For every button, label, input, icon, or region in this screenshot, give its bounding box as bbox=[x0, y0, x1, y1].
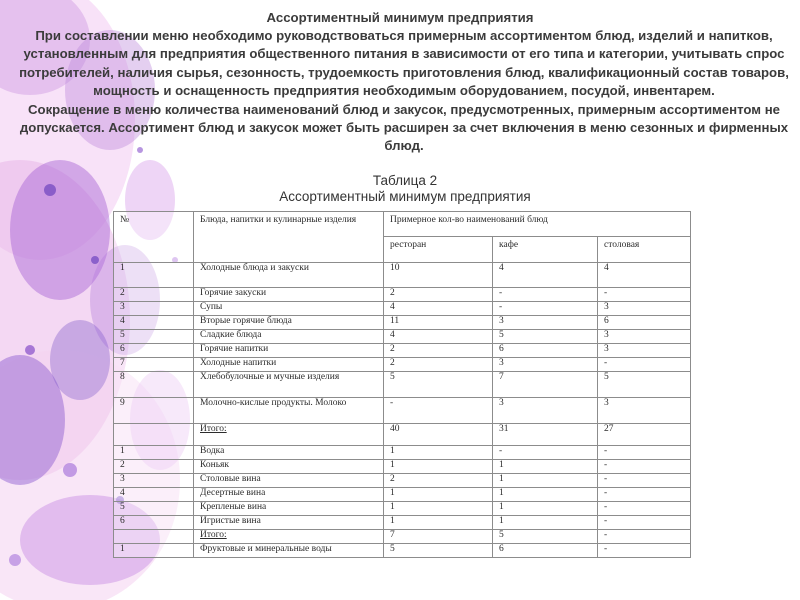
cell-restaurant: 5 bbox=[384, 544, 493, 558]
table-number: Таблица 2 bbox=[372, 173, 438, 188]
cell-restaurant: 2 bbox=[384, 474, 493, 488]
cell-canteen: - bbox=[598, 358, 691, 372]
cell-restaurant: 10 bbox=[384, 263, 493, 288]
header-num: № bbox=[114, 212, 194, 263]
header-group: Примерное кол-во наименований блюд bbox=[384, 212, 691, 237]
cell-canteen: - bbox=[598, 530, 691, 544]
cell-canteen: - bbox=[598, 488, 691, 502]
cell-restaurant: 2 bbox=[384, 344, 493, 358]
cell-cafe: 3 bbox=[493, 358, 598, 372]
cell-num bbox=[114, 424, 194, 446]
cell-canteen: - bbox=[598, 460, 691, 474]
cell-restaurant: 1 bbox=[384, 516, 493, 530]
header-canteen: столовая bbox=[598, 237, 691, 263]
cell-cafe: 1 bbox=[493, 516, 598, 530]
cell-name: Вторые горячие блюда bbox=[194, 316, 384, 330]
cell-num: 3 bbox=[114, 474, 194, 488]
table-row bbox=[114, 446, 691, 460]
cell-canteen: 27 bbox=[598, 424, 691, 446]
table-row bbox=[114, 263, 691, 288]
cell-restaurant: 2 bbox=[384, 358, 493, 372]
cell-canteen: 4 bbox=[598, 263, 691, 288]
cell-name: Итого: bbox=[194, 424, 384, 446]
cell-name: Сладкие блюда bbox=[194, 330, 384, 344]
cell-cafe: 3 bbox=[493, 398, 598, 424]
cell-canteen: - bbox=[598, 502, 691, 516]
cell-canteen: 5 bbox=[598, 372, 691, 398]
cell-canteen: 3 bbox=[598, 344, 691, 358]
cell-restaurant: 40 bbox=[384, 424, 493, 446]
cell-cafe: 1 bbox=[493, 488, 598, 502]
cell-restaurant: - bbox=[384, 398, 493, 424]
table-row bbox=[114, 344, 691, 358]
cell-cafe: 31 bbox=[493, 424, 598, 446]
cell-cafe: - bbox=[493, 288, 598, 302]
table-row bbox=[114, 330, 691, 344]
table-row bbox=[114, 302, 691, 316]
cell-num: 1 bbox=[114, 263, 194, 288]
cell-cafe: 1 bbox=[493, 502, 598, 516]
cell-name: Крепленые вина bbox=[194, 502, 384, 516]
cell-name: Фруктовые и минеральные воды bbox=[194, 544, 384, 558]
table-row bbox=[114, 398, 691, 424]
table-row bbox=[114, 488, 691, 502]
table-row bbox=[114, 460, 691, 474]
cell-num: 2 bbox=[114, 288, 194, 302]
table-row bbox=[114, 474, 691, 488]
cell-cafe: 6 bbox=[493, 544, 598, 558]
cell-name: Горячие закуски bbox=[194, 288, 384, 302]
cell-num: 4 bbox=[114, 488, 194, 502]
cell-num bbox=[114, 530, 194, 544]
table-caption bbox=[0, 173, 800, 205]
cell-cafe: - bbox=[493, 446, 598, 460]
cell-cafe: 1 bbox=[493, 474, 598, 488]
cell-canteen: - bbox=[598, 516, 691, 530]
cell-canteen: 3 bbox=[598, 302, 691, 316]
cell-num: 8 bbox=[114, 372, 194, 398]
cell-num: 9 bbox=[114, 398, 194, 424]
cell-cafe: - bbox=[493, 302, 598, 316]
cell-canteen: 6 bbox=[598, 316, 691, 330]
cell-cafe: 6 bbox=[493, 344, 598, 358]
cell-name: Итого: bbox=[194, 530, 384, 544]
cell-cafe: 3 bbox=[493, 316, 598, 330]
cell-restaurant: 4 bbox=[384, 330, 493, 344]
cell-cafe: 5 bbox=[493, 330, 598, 344]
cell-canteen: 3 bbox=[598, 398, 691, 424]
table-header-row bbox=[114, 212, 691, 237]
cell-name: Коньяк bbox=[194, 460, 384, 474]
cell-canteen: 3 bbox=[598, 330, 691, 344]
cell-restaurant: 2 bbox=[384, 288, 493, 302]
cell-canteen: - bbox=[598, 544, 691, 558]
cell-cafe: 5 bbox=[493, 530, 598, 544]
cell-num: 4 bbox=[114, 316, 194, 330]
header-cafe: кафе bbox=[493, 237, 598, 263]
cell-num: 6 bbox=[114, 344, 194, 358]
page-title: Ассортиментный минимум предприятия bbox=[266, 10, 534, 25]
table-row bbox=[114, 516, 691, 530]
cell-name: Молочно-кислые продукты. Молоко bbox=[194, 398, 384, 424]
cell-name: Хлебобулочные и мучные изделия bbox=[194, 372, 384, 398]
cell-num: 1 bbox=[114, 446, 194, 460]
cell-cafe: 1 bbox=[493, 460, 598, 474]
table-row bbox=[114, 358, 691, 372]
table-title: Ассортиментный минимум предприятия bbox=[279, 189, 531, 204]
cell-restaurant: 1 bbox=[384, 460, 493, 474]
table-row bbox=[114, 502, 691, 516]
cell-name: Десертные вина bbox=[194, 488, 384, 502]
cell-name: Игристые вина bbox=[194, 516, 384, 530]
cell-num: 2 bbox=[114, 460, 194, 474]
cell-restaurant: 1 bbox=[384, 488, 493, 502]
cell-restaurant: 1 bbox=[384, 446, 493, 460]
cell-num: 5 bbox=[114, 502, 194, 516]
cell-restaurant: 4 bbox=[384, 302, 493, 316]
cell-name: Столовые вина bbox=[194, 474, 384, 488]
cell-name: Водка bbox=[194, 446, 384, 460]
cell-canteen: - bbox=[598, 474, 691, 488]
cell-canteen: - bbox=[598, 446, 691, 460]
cell-num: 5 bbox=[114, 330, 194, 344]
cell-num: 7 bbox=[114, 358, 194, 372]
cell-canteen: - bbox=[598, 288, 691, 302]
cell-restaurant: 11 bbox=[384, 316, 493, 330]
cell-cafe: 7 bbox=[493, 372, 598, 398]
cell-name: Холодные напитки bbox=[194, 358, 384, 372]
table-row bbox=[114, 544, 691, 558]
cell-name: Холодные блюда и закуски bbox=[194, 263, 384, 288]
cell-restaurant: 1 bbox=[384, 502, 493, 516]
cell-cafe: 4 bbox=[493, 263, 598, 288]
cell-restaurant: 7 bbox=[384, 530, 493, 544]
cell-restaurant: 5 bbox=[384, 372, 493, 398]
cell-num: 3 bbox=[114, 302, 194, 316]
intro-paragraph-1: При составлении меню необходимо руководствоваться примерным ассортиментом блюд, изделий и напитков, установленным для предприятия общественного питания в зависимости от его типа и категории, учитывать спрос потребителей, наличия сырья, сезонность, трудоемкость приготовления блюд, квалификационный состав товаров, мощность и оснащенность предприятия необходимым оборудованием, посудой, инвентарем. bbox=[19, 28, 789, 99]
table-row bbox=[114, 530, 691, 544]
table-row bbox=[114, 288, 691, 302]
intro-text bbox=[8, 27, 800, 156]
header-name: Блюда, напитки и кулинарные изделия bbox=[194, 212, 384, 263]
table-row bbox=[114, 316, 691, 330]
assortment-table bbox=[113, 211, 691, 558]
table-row bbox=[114, 424, 691, 446]
cell-num: 6 bbox=[114, 516, 194, 530]
intro-paragraph-2: Сокращение в меню количества наименований блюд и закусок, предусмотренных, примерным ассортиментом не допускается. Ассортимент блюд и закусок может быть расширен за счет включения в меню сезонных и фирменных блюд. bbox=[19, 101, 789, 154]
cell-name: Горячие напитки bbox=[194, 344, 384, 358]
cell-name: Супы bbox=[194, 302, 384, 316]
table-row bbox=[114, 372, 691, 398]
cell-num: 1 bbox=[114, 544, 194, 558]
header-restaurant: ресторан bbox=[384, 237, 493, 263]
